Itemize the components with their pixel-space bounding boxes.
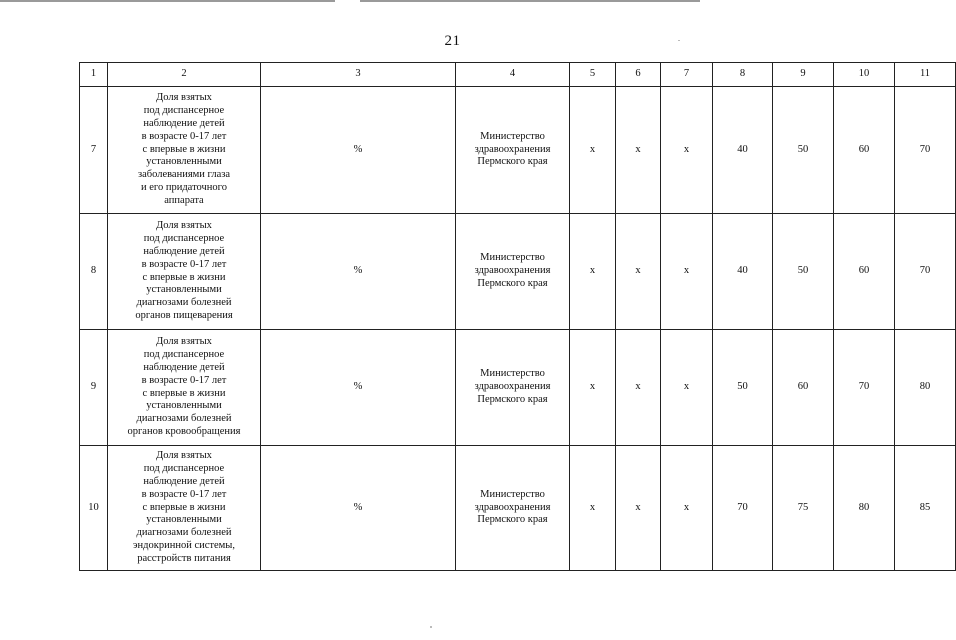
table-row [80,214,956,330]
unit-cell: % [261,87,456,214]
indicator-name-line: с впервые в жизни [142,271,226,283]
org-name-line: Пермского края [477,277,548,289]
indicator-name-line: Доля взятых [156,92,212,104]
header-cell: 1 [80,63,108,87]
col9-value-cell: 75 [773,446,834,571]
unit-cell: % [261,330,456,446]
indicator-name-line: с впервые в жизни [142,143,226,155]
header-cell: 10 [834,63,895,87]
col5-cell: x [570,87,616,214]
indicator-name-line: наблюдение детей [143,361,225,373]
header-cell: 2 [108,63,261,87]
responsible-org-cell [456,87,570,214]
indicator-name-line: установленными [146,284,222,296]
indicator-name-line: под диспансерное [143,105,225,117]
indicator-name-line: диагнозами болезней [136,413,232,425]
col6-cell: x [616,330,661,446]
org-name-line: Пермского края [477,156,548,168]
org-name-line: здравоохранения [474,265,551,277]
org-name-line: здравоохранения [474,501,551,513]
col8-value-cell: 40 [713,214,773,330]
responsible-org-cell [456,330,570,446]
col10-value-cell: 60 [834,214,895,330]
col8-value-cell: 40 [713,87,773,214]
indicator-name-line: установленными [146,400,222,412]
row-number-cell: 10 [80,446,108,571]
indicator-name-line: наблюдение детей [143,245,225,257]
scan-speck [430,626,432,628]
org-name-line: Пермского края [477,514,548,526]
header-cell: 5 [570,63,616,87]
col7-cell: x [661,330,713,446]
header-cell: 7 [661,63,713,87]
org-name-line: Министерство [480,488,545,500]
indicator-name-line: установленными [146,156,222,168]
indicator-name-line: в возрасте 0-17 лет [141,374,227,386]
col7-cell: x [661,87,713,214]
row-number-cell: 8 [80,214,108,330]
org-name-line: здравоохранения [474,143,551,155]
unit-cell: % [261,446,456,571]
col10-value-cell: 60 [834,87,895,214]
indicator-name-cell [108,87,261,214]
col10-value-cell: 70 [834,330,895,446]
table-row [80,87,956,214]
indicator-name-line: в возрасте 0-17 лет [141,258,227,270]
col8-value-cell: 50 [713,330,773,446]
indicator-name-line: наблюдение детей [143,118,225,129]
scan-edge-line [360,0,700,2]
header-cell: 9 [773,63,834,87]
indicator-name-line: под диспансерное [143,233,225,245]
indicator-name-line: Доля взятых [156,220,212,232]
col11-value-cell: 70 [895,214,956,330]
indicator-name-line: Доля взятых [156,450,212,462]
indicator-name-cell [108,214,261,330]
col10-value-cell: 80 [834,446,895,571]
row-number-cell: 7 [80,87,108,214]
header-cell: 11 [895,63,956,87]
org-name-line: Пермского края [477,393,548,405]
indicators-table [79,62,956,571]
indicator-name-line: органов кровообращения [127,425,241,437]
col11-value-cell: 80 [895,330,956,446]
indicator-name-line: органов пищеварения [135,309,233,321]
indicator-name-line: в возрасте 0-17 лет [141,130,227,142]
org-name-line: Министерство [480,368,545,380]
col6-cell: x [616,446,661,571]
col7-cell: x [661,214,713,330]
table-header-row [80,63,956,87]
indicator-name-line: диагнозами болезней [136,527,232,539]
indicator-name-line: под диспансерное [143,463,225,475]
responsible-org-cell [456,446,570,571]
indicator-name-line: и его придаточного [141,181,227,193]
col6-cell: x [616,87,661,214]
table-row [80,330,956,446]
indicator-name-line: расстройств питания [137,552,231,564]
table-row [80,446,956,571]
col8-value-cell: 70 [713,446,773,571]
indicator-name-cell [108,330,261,446]
header-cell: 4 [456,63,570,87]
page-number: 21 [444,33,461,49]
col11-value-cell: 70 [895,87,956,214]
indicator-name-line: аппарата [164,194,204,206]
org-name-line: здравоохранения [474,381,551,393]
col7-cell: x [661,446,713,571]
col6-cell: x [616,214,661,330]
responsible-org-cell [456,214,570,330]
indicator-name-line: диагнозами болезней [136,297,232,309]
col5-cell: x [570,446,616,571]
scan-edge-line [0,0,335,2]
indicator-name-line: установленными [146,514,222,526]
indicator-name-cell [108,446,261,571]
indicator-name-line: под диспансерное [143,349,225,361]
col5-cell: x [570,214,616,330]
org-name-line: Министерство [480,252,545,264]
col9-value-cell: 60 [773,330,834,446]
col11-value-cell: 85 [895,446,956,571]
indicator-name-line: с впервые в жизни [142,501,226,513]
header-cell: 6 [616,63,661,87]
indicator-name-line: заболеваниями глаза [137,169,231,181]
col9-value-cell: 50 [773,214,834,330]
header-cell: 8 [713,63,773,87]
col9-value-cell: 50 [773,87,834,214]
indicator-name-line: наблюдение детей [143,476,225,487]
indicator-name-line: эндокринной системы, [133,539,235,551]
row-number-cell: 9 [80,330,108,446]
unit-cell: % [261,214,456,330]
indicator-name-line: в возрасте 0-17 лет [141,488,227,500]
indicator-name-line: Доля взятых [156,336,212,348]
table-body [80,63,956,571]
header-cell: 3 [261,63,456,87]
col5-cell: x [570,330,616,446]
org-name-line: Министерство [480,130,545,142]
indicator-name-line: с впервые в жизни [142,387,226,399]
